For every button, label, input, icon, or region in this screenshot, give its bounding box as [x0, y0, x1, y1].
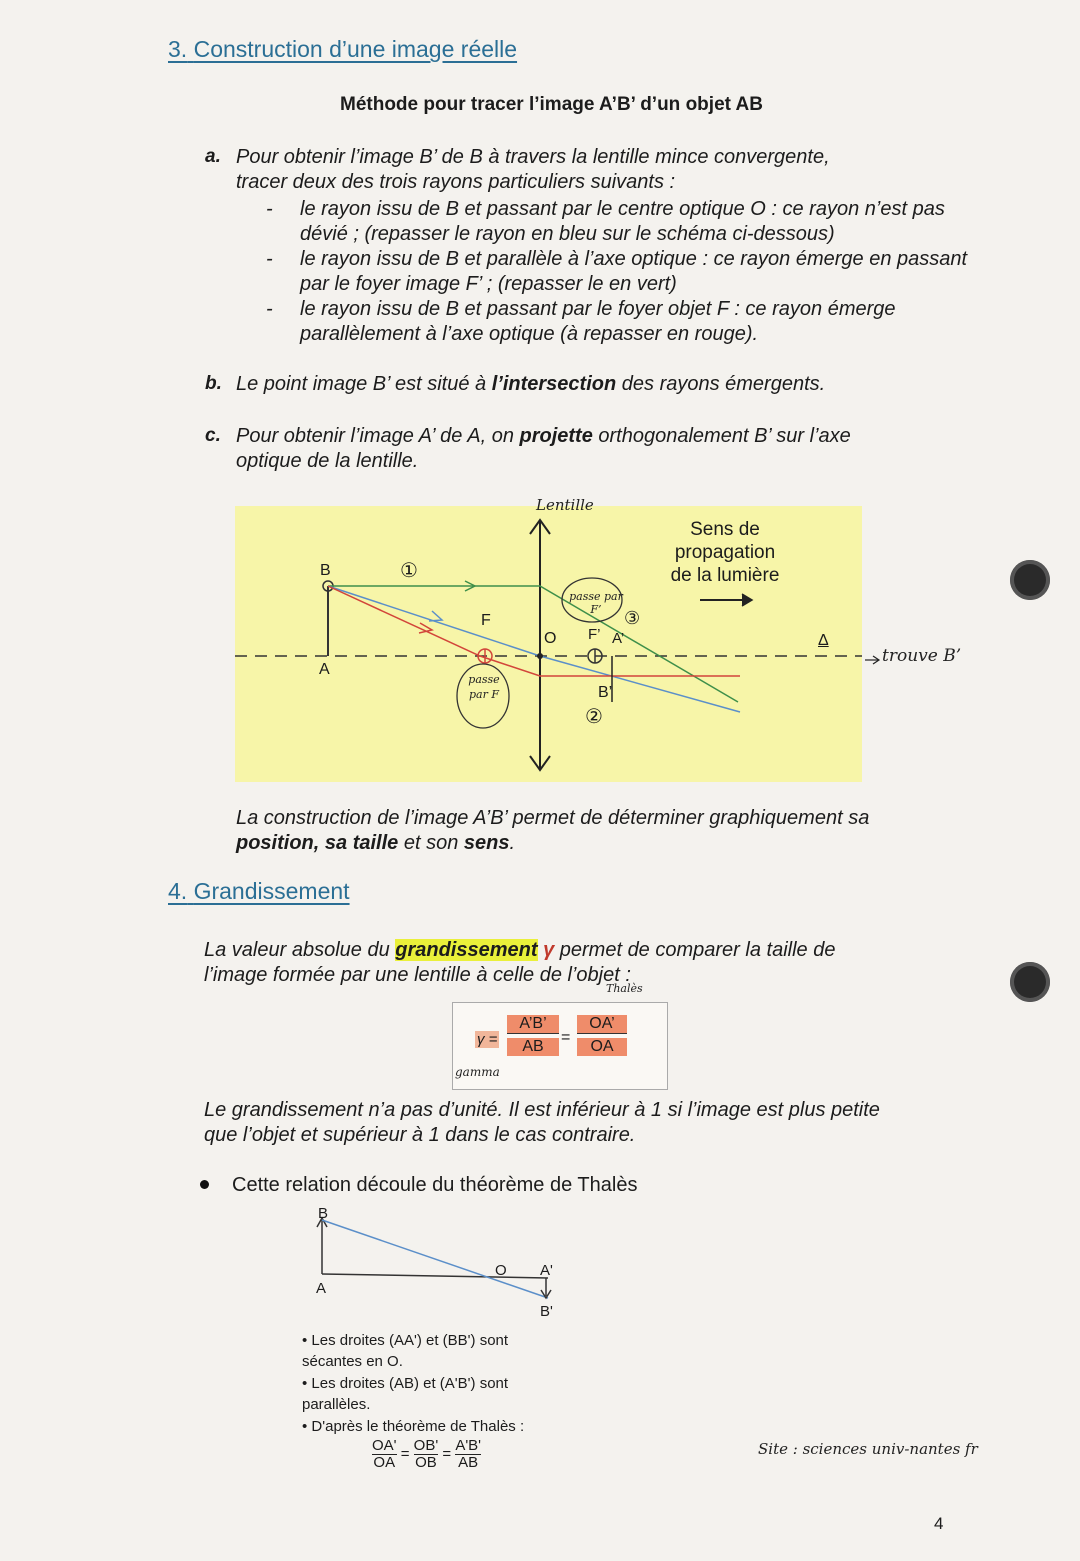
thales-bullet: Cette relation découle du théorème de Thalès: [232, 1174, 638, 1196]
thales-O: O: [495, 1262, 507, 1279]
step-c-after: orthogonalement B’ sur l’axe: [592, 425, 851, 447]
note-passe-F: passe par F: [468, 673, 500, 701]
intro-highlight: grandissement: [395, 939, 538, 961]
step-c-bold: projette: [519, 425, 593, 447]
formula-box: [452, 1002, 668, 1090]
step-c-before: Pour obtenir l’image A’ de A, on: [236, 425, 520, 447]
step-b-text: [236, 372, 825, 397]
label-Bp: B’: [598, 684, 613, 701]
bullet-dash: -: [266, 198, 273, 220]
thales-n1: OA': [372, 1437, 397, 1454]
thales-list: [302, 1330, 542, 1437]
thales-frac2: [414, 1438, 439, 1471]
step-a-label: a.: [205, 146, 221, 167]
site-note: Site : sciences univ-nantes fr: [758, 1440, 978, 1458]
thales-list-1: Les droites (AA') et (BB') sont sécantes en O.: [302, 1332, 509, 1370]
formula-gamma-word: gamma: [455, 1065, 500, 1079]
conclusion-bold3: sens: [463, 832, 510, 854]
bullet-item: [266, 297, 980, 347]
thales-frac1: [372, 1438, 397, 1471]
formula-den1: AB: [507, 1038, 559, 1056]
step-a-line1: Pour obtenir l’image B’ de B à travers la lentille mince convergente,: [236, 146, 830, 168]
thales-eq1: =: [400, 1445, 410, 1463]
step-b-label: b.: [205, 373, 222, 394]
grandissement-line1: Le grandissement n’a pas d’unité. Il est inférieur à 1 si l’image est plus petite: [204, 1099, 880, 1121]
page-number: 4: [934, 1514, 944, 1533]
thales-frac3: [455, 1438, 481, 1471]
sens-line1: Sens de: [690, 519, 760, 540]
thales-list-item: • Les droites (AA') et (BB') sont sécantes en O.: [302, 1332, 509, 1370]
conclusion-bold1: position: [236, 832, 314, 854]
step-a-line2: tracer deux des trois rayons particuliers suivants :: [236, 171, 676, 193]
bullet-text-2: le rayon issu de B et parallèle à l’axe optique : ce rayon émerge en passant par le foyer image F’ ; (repasser le en vert): [300, 248, 968, 295]
thales-figure: [300, 1200, 580, 1320]
sens-line3: de la lumière: [670, 565, 780, 586]
binder-hole-bottom: [1010, 962, 1050, 1002]
conclusion-middle: ,: [313, 832, 325, 854]
thales-n3: A'B': [455, 1437, 482, 1454]
ray-2-number: ②: [585, 706, 603, 728]
thales-Bp: B': [540, 1303, 553, 1320]
thales-list-item: • Les droites (AB) et (A'B') sont parallèles.: [302, 1375, 509, 1413]
thales-B: B: [318, 1205, 329, 1222]
thales-n2: OB': [413, 1437, 439, 1454]
step-b-bold: l’intersection: [491, 373, 617, 395]
section-3-number: 3.: [168, 36, 188, 62]
note-passe-Fp: passe par F’: [569, 590, 623, 616]
formula-num2: OA’: [577, 1015, 627, 1034]
intro-line2: l’image formée par une lentille à celle de l’objet :: [204, 964, 631, 986]
thales-list-3: D'après le théorème de Thalès :: [311, 1418, 525, 1435]
bullet-item: [266, 197, 980, 247]
grandissement-line2: que l’objet et supérieur à 1 dans le cas contraire.: [204, 1124, 636, 1146]
formula-eq: =: [561, 1029, 571, 1046]
formula-gamma-eq: γ =: [477, 1031, 498, 1048]
thales-eq2: =: [442, 1445, 452, 1463]
thales-formula: [372, 1438, 481, 1471]
step-c-label: c.: [205, 425, 221, 446]
section-4-number: 4.: [168, 878, 188, 904]
step-c-text: [236, 424, 956, 474]
step-a-bullets: [266, 197, 980, 347]
label-F: F: [481, 612, 491, 629]
sens-line2: propagation: [674, 542, 776, 563]
label-A: A: [319, 661, 330, 678]
thales-bullet-dot: [200, 1180, 209, 1189]
conclusion-line1: La construction de l’image A’B’ permet de déterminer graphiquement sa: [236, 807, 870, 829]
step-a-text: [236, 145, 956, 195]
intro-gamma: γ: [543, 939, 555, 961]
bullet-text-1: le rayon issu de B et passant par le centre optique O : ce rayon n’est pas dévié ; (repasser le rayon en bleu sur le schéma ci-dessous): [300, 198, 945, 245]
formula-num1: A’B’: [507, 1015, 559, 1034]
grandissement-intro: [204, 938, 984, 988]
note-trouve-Bp: trouve B’: [882, 646, 962, 666]
ray-3-number: ③: [624, 608, 641, 628]
thales-note: Thalès: [606, 982, 643, 995]
ray-1-number: ①: [400, 560, 418, 582]
binder-hole-top: [1010, 560, 1050, 600]
thales-d2: OB: [415, 1454, 437, 1471]
section-4-title: Grandissement: [193, 878, 350, 904]
section-3-heading: [168, 36, 517, 63]
label-Fp: F’: [588, 626, 601, 643]
section-3-title: Construction d’une image réelle: [193, 36, 518, 62]
step-c-line2: optique de la lentille.: [236, 450, 419, 472]
bullet-item: [266, 247, 980, 297]
thales-Ap: A': [540, 1262, 553, 1279]
thales-d3: AB: [458, 1454, 479, 1471]
conclusion-end: .: [509, 832, 516, 854]
conclusion-middle2: et son: [398, 832, 464, 854]
bullet-dash: -: [266, 298, 273, 320]
label-Ap: A’: [612, 630, 625, 647]
construction-conclusion: [236, 806, 996, 856]
method-title: Méthode pour tracer l’image A’B’ d’un objet AB: [340, 94, 763, 115]
label-delta: Δ: [818, 632, 829, 649]
formula-frac1: [507, 1015, 559, 1056]
label-B: B: [320, 562, 331, 579]
formula-den2: OA: [577, 1038, 627, 1056]
formula-frac2: [577, 1015, 627, 1056]
intro-before: La valeur absolue du: [204, 939, 396, 961]
label-O: O: [544, 630, 557, 647]
conclusion-bold2: sa taille: [324, 832, 399, 854]
section-4-heading: [168, 878, 350, 905]
thales-BBp: [322, 1220, 548, 1298]
step-b-before: Le point image B’ est situé à: [236, 373, 492, 395]
center-O-marker: [537, 653, 543, 659]
bullet-text-3: le rayon issu de B et passant par le foyer objet F : ce rayon émerge parallèlement à l’axe optique (à repasser en rouge).: [300, 298, 896, 345]
intro-after: permet de comparer la taille de: [554, 939, 836, 961]
lens-label: Lentille: [536, 496, 594, 514]
thales-axis: [322, 1274, 548, 1278]
thales-list-item: • D'après le théorème de Thalès :: [302, 1418, 525, 1435]
thales-A: A: [316, 1280, 327, 1297]
grandissement-text: [204, 1098, 994, 1148]
bullet-dash: -: [266, 248, 273, 270]
thales-d1: OA: [373, 1454, 396, 1471]
step-b-after: des rayons émergents.: [616, 373, 826, 395]
sens-propagation-label: [660, 518, 790, 587]
thales-list-2: Les droites (AB) et (A'B') sont parallèles.: [302, 1375, 509, 1413]
